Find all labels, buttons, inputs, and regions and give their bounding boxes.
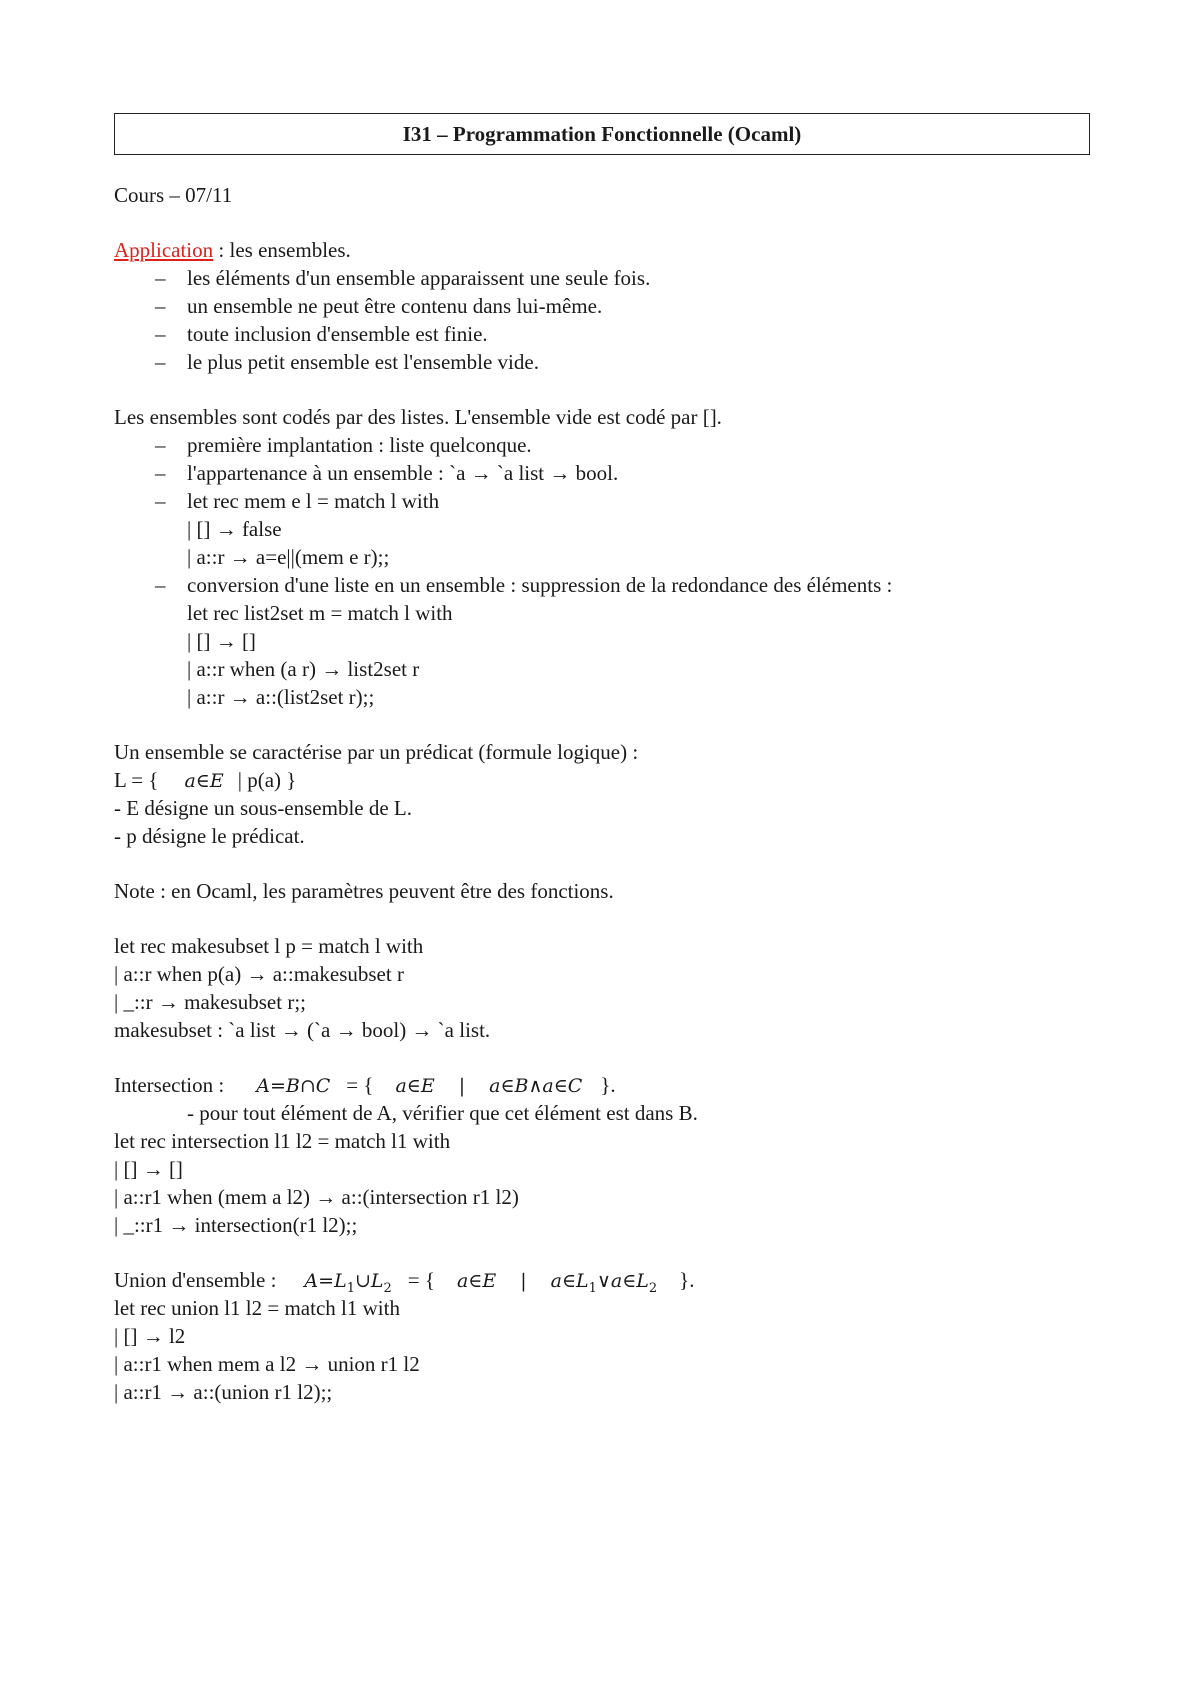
application-heading	[114, 236, 1094, 264]
list-item: – un ensemble ne peut être contenu dans lui-même.	[155, 294, 603, 318]
page-title: I31 – Programmation Fonctionnelle (Ocaml)	[114, 113, 1090, 155]
list-item: – le plus petit ensemble est l'ensemble vide.	[155, 350, 539, 374]
list-item: – première implantation : liste quelconque.	[155, 433, 532, 457]
code-line: | _::r1 → intersection(r1 l2);;	[114, 1213, 358, 1237]
code-line: makesubset : `a list → (`a → bool) → `a list.	[114, 1018, 491, 1042]
set-definition: L = { a∈E | p(a) }	[114, 768, 297, 792]
code-line: let rec makesubset l p = match l with	[114, 934, 424, 958]
code-line: | [] → []	[187, 629, 256, 653]
code-line: | a::r → a=e||(mem e r);;	[187, 545, 390, 569]
course-date: Cours – 07/11	[114, 183, 233, 207]
math-expression: a∈E	[184, 770, 224, 792]
bullet-text: l'appartenance à un ensemble : `a → `a list → bool.	[187, 461, 619, 485]
list-item: – conversion d'une liste en un ensemble : suppression de la redondance des éléments :	[155, 573, 893, 597]
code-line: let rec intersection l1 l2 = match l1 with	[114, 1129, 451, 1153]
code-line: | [] → false	[187, 517, 282, 541]
list-item: – let rec mem e l = match l with	[155, 489, 440, 513]
code-line: | a::r1 → a::(union r1 l2);;	[114, 1380, 333, 1404]
application-label: Application	[114, 238, 214, 262]
code-line: | [] → l2	[114, 1324, 186, 1348]
code-line: | a::r → a::(list2set r);;	[187, 685, 375, 709]
p-definition: - p désigne le prédicat.	[114, 824, 305, 848]
union-formula: Union d'ensemble : $A=L_1\cup L_2$ = { a∈E | $a\in L_1\vee a\in L_2$ }.	[114, 1268, 695, 1296]
code-line: | a::r1 when (mem a l2) → a::(intersection r1 l2)	[114, 1185, 519, 1209]
code-line: | a::r when p(a) → a::makesubset r	[114, 962, 404, 986]
bullet-text: toute inclusion d'ensemble est finie.	[187, 322, 488, 346]
intersection-note: - pour tout élément de A, vérifier que cet élément est dans B.	[187, 1101, 698, 1125]
bullet-text: les éléments d'un ensemble apparaissent une seule fois.	[187, 266, 651, 290]
code-line: | a::r when (a r) → list2set r	[187, 657, 420, 681]
math-expression: A=B∩C	[256, 1075, 331, 1097]
code-line: | _::r → makesubset r;;	[114, 990, 307, 1014]
bullet-text: un ensemble ne peut être contenu dans lui-même.	[187, 294, 603, 318]
code-line: let rec union l1 l2 = match l1 with	[114, 1296, 400, 1320]
application-rest: : les ensembles.	[213, 238, 351, 262]
document-body	[114, 181, 1094, 1406]
bullet-text: première implantation : liste quelconque.	[187, 433, 532, 457]
intersection-formula: Intersection : A=B∩C = { a∈E | a∈B∧a∈C }.	[114, 1073, 616, 1097]
bullet-text: le plus petit ensemble est l'ensemble vide.	[187, 350, 539, 374]
bullet-text: conversion d'une liste en un ensemble : suppression de la redondance des éléments :	[187, 573, 893, 597]
math-expression: $A=L_1\cup L_2$	[304, 1270, 392, 1296]
e-definition: - E désigne un sous-ensemble de L.	[114, 796, 413, 820]
code-line: | [] → []	[114, 1157, 183, 1181]
list-item: – toute inclusion d'ensemble est finie.	[155, 322, 488, 346]
lists-intro: Les ensembles sont codés par des listes. L'ensemble vide est codé par [].	[114, 405, 722, 429]
code-line: | a::r1 when mem a l2 → union r1 l2	[114, 1352, 420, 1376]
list-item: – l'appartenance à un ensemble : `a → `a list → bool.	[155, 461, 619, 485]
bullet-text: let rec mem e l = match l with	[187, 489, 440, 513]
code-line: let rec list2set m = match l with	[187, 601, 453, 625]
list-item: – les éléments d'un ensemble apparaissent une seule fois.	[155, 266, 651, 290]
note: Note : en Ocaml, les paramètres peuvent être des fonctions.	[114, 879, 614, 903]
predicate-intro: Un ensemble se caractérise par un prédicat (formule logique) :	[114, 740, 639, 764]
